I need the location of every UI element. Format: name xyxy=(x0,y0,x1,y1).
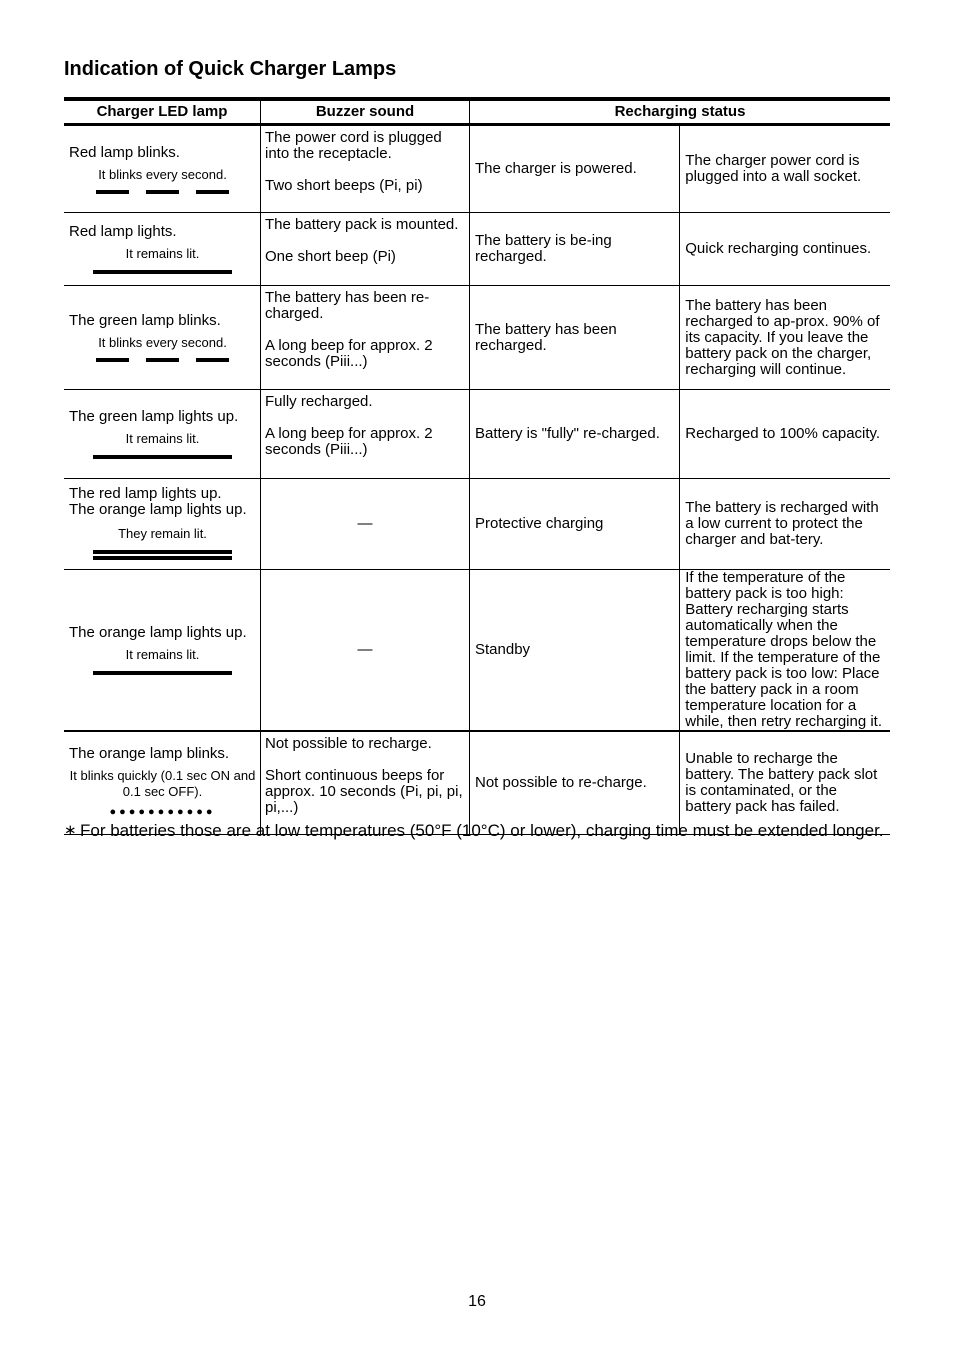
detail-cell: Unable to recharge the battery. The battery pack slot is contaminated, or the battery pack has failed. xyxy=(680,731,890,834)
buzzer-sound: Short continuous beeps for approx. 10 seconds (Pi, pi, pi, pi,...) xyxy=(265,767,463,816)
status-cell: The battery has been recharged. xyxy=(470,286,680,390)
status-cell: The battery is be-ing recharged. xyxy=(470,213,680,286)
buzzer-cell: — xyxy=(261,570,470,732)
buzzer-condition: The power cord is plugged into the receptacle. xyxy=(265,129,442,162)
table-row xyxy=(64,286,890,390)
footnote-text: For batteries those are at low temperatures (50°F (10°C) or lower), charging time must be extended longer. xyxy=(80,821,884,840)
rapid-blink-indicator: ●●●●●●●●●●● xyxy=(109,805,216,818)
lit-indicator xyxy=(93,671,232,675)
lamp-subtext: It remains lit. xyxy=(125,647,200,662)
lamp-subtext: It blinks every second. xyxy=(98,166,227,182)
buzzer-sound: A long beep for approx. 2 seconds (Piii...) xyxy=(265,425,433,458)
buzzer-condition: The battery has been re-charged. xyxy=(265,289,430,322)
buzzer-cell: — xyxy=(261,479,470,570)
header-charger-led-lamp: Charger LED lamp xyxy=(64,99,261,125)
detail-cell: Quick recharging continues. xyxy=(680,213,890,286)
status-cell: Battery is "fully" re-charged. xyxy=(470,390,680,479)
buzzer-condition: The battery pack is mounted. xyxy=(265,216,459,233)
status-cell: The charger is powered. xyxy=(470,125,680,213)
blink-indicator xyxy=(69,358,256,362)
lamp-text: Red lamp lights. xyxy=(69,223,177,240)
lamp-text: The green lamp lights up. xyxy=(69,408,239,425)
status-cell: Not possible to re-charge. xyxy=(470,731,680,834)
header-buzzer-sound: Buzzer sound xyxy=(261,99,470,125)
lamp-cell xyxy=(64,390,261,479)
table-row xyxy=(64,390,890,479)
lamp-text: Red lamp blinks. xyxy=(69,143,180,161)
lamp-subtext: It remains lit. xyxy=(125,431,200,446)
lamp-text: The red lamp lights up. xyxy=(69,485,222,502)
status-cell: Protective charging xyxy=(470,479,680,570)
lamp-subtext: It remains lit. xyxy=(125,246,200,261)
lamp-text: The orange lamp blinks. xyxy=(69,744,230,762)
lamp-subtext: They remain lit. xyxy=(118,526,207,541)
detail-cell: The battery is recharged with a low current to protect the charger and bat-tery. xyxy=(680,479,890,570)
table-row xyxy=(64,731,890,834)
lamp-cell xyxy=(64,570,261,732)
buzzer-cell xyxy=(261,125,470,213)
lamp-cell xyxy=(64,125,261,213)
double-lit-indicator xyxy=(93,550,232,560)
lamp-cell xyxy=(64,731,261,834)
blink-indicator xyxy=(69,190,256,194)
detail-cell: The battery has been recharged to ap-prox. 90% of its capacity. If you leave the battery pack on the charger, recharging will continue. xyxy=(680,286,890,390)
header-recharging-status: Recharging status xyxy=(470,99,891,125)
status-cell: Standby xyxy=(470,570,680,732)
buzzer-sound: A long beep for approx. 2 seconds (Piii...) xyxy=(265,337,433,370)
lamp-subtext: It blinks quickly (0.1 sec ON and 0.1 sec OFF). xyxy=(69,767,256,799)
lamp-text: The green lamp blinks. xyxy=(69,312,221,329)
buzzer-cell xyxy=(261,286,470,390)
table-row xyxy=(64,213,890,286)
table-row xyxy=(64,479,890,570)
buzzer-sound: One short beep (Pi) xyxy=(265,248,396,265)
buzzer-condition: Fully recharged. xyxy=(265,393,373,410)
detail-cell: If the temperature of the battery pack is too high: Battery recharging starts automatically when the temperature drops below the limit. If the temperature of the battery pack is too low: Place the battery pack in a room temperature location for a while, then retry recharging it. xyxy=(680,570,890,732)
page-title: Indication of Quick Charger Lamps xyxy=(64,58,397,80)
buzzer-cell xyxy=(261,213,470,286)
charger-lamp-table xyxy=(64,97,890,835)
lit-indicator xyxy=(93,455,232,459)
footnote xyxy=(64,820,894,841)
buzzer-sound: Two short beeps (Pi, pi) xyxy=(265,177,423,194)
lamp-cell xyxy=(64,213,261,286)
table-row xyxy=(64,125,890,213)
buzzer-cell xyxy=(261,390,470,479)
buzzer-cell xyxy=(261,731,470,834)
lamp-cell xyxy=(64,479,261,570)
buzzer-condition: Not possible to recharge. xyxy=(265,735,432,752)
table-header-row xyxy=(64,99,890,125)
detail-cell: Recharged to 100% capacity. xyxy=(680,390,890,479)
page-number: 16 xyxy=(468,1293,486,1310)
table-row xyxy=(64,570,890,732)
lamp-subtext: It blinks every second. xyxy=(98,335,227,350)
lamp-text: The orange lamp lights up. xyxy=(69,624,247,641)
lamp-text-2: The orange lamp lights up. xyxy=(69,501,247,518)
detail-cell: The charger power cord is plugged into a wall socket. xyxy=(680,125,890,213)
footnote-mark: ∗ xyxy=(64,822,77,839)
lamp-cell xyxy=(64,286,261,390)
lit-indicator xyxy=(93,270,232,274)
